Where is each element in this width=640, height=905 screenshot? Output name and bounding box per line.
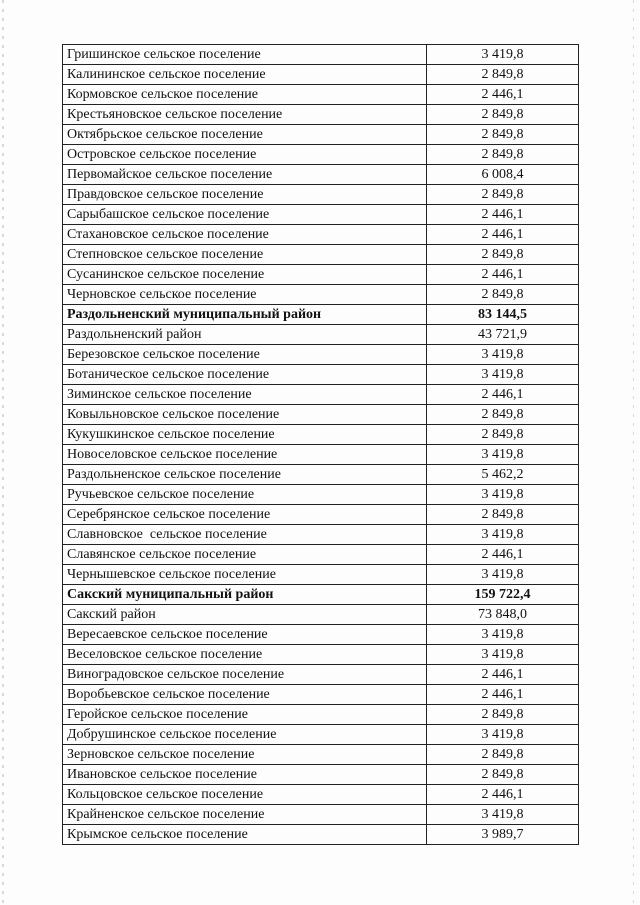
row-value-cell: 3 419,8 <box>427 345 579 365</box>
row-value-cell: 3 419,8 <box>427 45 579 65</box>
row-name-cell: Воробьевское сельское поселение <box>63 685 427 705</box>
table-row <box>63 245 579 265</box>
row-value-cell: 2 446,1 <box>427 205 579 225</box>
row-name-cell: Кукушкинское сельское поселение <box>63 425 427 445</box>
row-name-cell: Славновское сельское поселение <box>63 525 427 545</box>
table-row <box>63 665 579 685</box>
table-row <box>63 325 579 345</box>
row-name-cell: Раздольненское сельское поселение <box>63 465 427 485</box>
row-value-cell: 2 446,1 <box>427 85 579 105</box>
row-value-cell: 43 721,9 <box>427 325 579 345</box>
table-row <box>63 205 579 225</box>
row-name-cell: Первомайское сельское поселение <box>63 165 427 185</box>
row-value-cell: 2 849,8 <box>427 65 579 85</box>
row-name-cell: Виноградовское сельское поселение <box>63 665 427 685</box>
table-row <box>63 225 579 245</box>
row-value-cell: 5 462,2 <box>427 465 579 485</box>
table-row-district-total <box>63 585 579 605</box>
table-row <box>63 445 579 465</box>
row-name-cell: Крайненское сельское поселение <box>63 805 427 825</box>
table-row <box>63 785 579 805</box>
table-row <box>63 605 579 625</box>
table-row <box>63 365 579 385</box>
row-name-cell: Чернышевское сельское поселение <box>63 565 427 585</box>
row-name-cell: Зерновское сельское поселение <box>63 745 427 765</box>
row-name-cell: Березовское сельское поселение <box>63 345 427 365</box>
table-row-district-total <box>63 305 579 325</box>
table-row <box>63 685 579 705</box>
row-name-cell: Сусанинское сельское поселение <box>63 265 427 285</box>
table-row <box>63 745 579 765</box>
row-value-cell: 2 849,8 <box>427 505 579 525</box>
table-row <box>63 265 579 285</box>
row-value-cell: 3 419,8 <box>427 525 579 545</box>
row-value-cell: 2 849,8 <box>427 705 579 725</box>
table-row <box>63 725 579 745</box>
row-name-cell: Октябрьское сельское поселение <box>63 125 427 145</box>
row-name-cell: Сакский муниципальный район <box>63 585 427 605</box>
row-name-cell: Раздольненский муниципальный район <box>63 305 427 325</box>
table-row <box>63 705 579 725</box>
table-row <box>63 185 579 205</box>
row-name-cell: Веселовское сельское поселение <box>63 645 427 665</box>
row-value-cell: 2 446,1 <box>427 385 579 405</box>
row-value-cell: 3 419,8 <box>427 485 579 505</box>
table-row <box>63 105 579 125</box>
row-name-cell: Ботаническое сельское поселение <box>63 365 427 385</box>
row-name-cell: Сарыбашское сельское поселение <box>63 205 427 225</box>
table-row <box>63 405 579 425</box>
row-value-cell: 3 419,8 <box>427 805 579 825</box>
table-row <box>63 765 579 785</box>
row-value-cell: 3 419,8 <box>427 725 579 745</box>
row-name-cell: Геройское сельское поселение <box>63 705 427 725</box>
row-value-cell: 3 419,8 <box>427 365 579 385</box>
table-row <box>63 85 579 105</box>
row-value-cell: 2 849,8 <box>427 125 579 145</box>
table-row <box>63 285 579 305</box>
row-value-cell: 2 446,1 <box>427 785 579 805</box>
table-row <box>63 45 579 65</box>
table-row <box>63 565 579 585</box>
table-row <box>63 425 579 445</box>
allocation-table-body <box>63 45 579 845</box>
row-value-cell: 2 849,8 <box>427 245 579 265</box>
table-row <box>63 165 579 185</box>
row-name-cell: Славянское сельское поселение <box>63 545 427 565</box>
row-value-cell: 3 419,8 <box>427 565 579 585</box>
row-value-cell: 2 849,8 <box>427 185 579 205</box>
row-name-cell: Ручьевское сельское поселение <box>63 485 427 505</box>
table-row <box>63 805 579 825</box>
row-value-cell: 2 849,8 <box>427 765 579 785</box>
row-name-cell: Сакский район <box>63 605 427 625</box>
row-name-cell: Гришинское сельское поселение <box>63 45 427 65</box>
table-row <box>63 65 579 85</box>
row-value-cell: 6 008,4 <box>427 165 579 185</box>
row-name-cell: Крестьяновское сельское поселение <box>63 105 427 125</box>
row-value-cell: 2 849,8 <box>427 745 579 765</box>
row-name-cell: Раздольненский район <box>63 325 427 345</box>
row-name-cell: Степновское сельское поселение <box>63 245 427 265</box>
table-row <box>63 145 579 165</box>
row-name-cell: Островское сельское поселение <box>63 145 427 165</box>
row-name-cell: Ивановское сельское поселение <box>63 765 427 785</box>
row-name-cell: Правдовское сельское поселение <box>63 185 427 205</box>
row-name-cell: Ковыльновское сельское поселение <box>63 405 427 425</box>
row-name-cell: Калининское сельское поселение <box>63 65 427 85</box>
row-value-cell: 2 849,8 <box>427 425 579 445</box>
row-value-cell: 3 989,7 <box>427 825 579 845</box>
row-value-cell: 3 419,8 <box>427 645 579 665</box>
table-row <box>63 545 579 565</box>
row-value-cell: 2 446,1 <box>427 665 579 685</box>
table-row <box>63 825 579 845</box>
table-row <box>63 465 579 485</box>
row-name-cell: Крымское сельское поселение <box>63 825 427 845</box>
table-row <box>63 525 579 545</box>
row-value-cell: 2 446,1 <box>427 685 579 705</box>
row-name-cell: Серебрянское сельское поселение <box>63 505 427 525</box>
row-value-cell: 159 722,4 <box>427 585 579 605</box>
row-name-cell: Стахановское сельское поселение <box>63 225 427 245</box>
row-value-cell: 2 446,1 <box>427 265 579 285</box>
row-value-cell: 3 419,8 <box>427 625 579 645</box>
table-row <box>63 505 579 525</box>
row-name-cell: Кормовское сельское поселение <box>63 85 427 105</box>
row-name-cell: Вересаевское сельское поселение <box>63 625 427 645</box>
table-row <box>63 125 579 145</box>
row-name-cell: Новоселовское сельское поселение <box>63 445 427 465</box>
row-value-cell: 83 144,5 <box>427 305 579 325</box>
row-value-cell: 2 849,8 <box>427 145 579 165</box>
table-row <box>63 345 579 365</box>
row-name-cell: Черновское сельское поселение <box>63 285 427 305</box>
table-row <box>63 645 579 665</box>
table-row <box>63 625 579 645</box>
row-value-cell: 2 849,8 <box>427 105 579 125</box>
row-value-cell: 73 848,0 <box>427 605 579 625</box>
row-value-cell: 2 849,8 <box>427 405 579 425</box>
scan-edge-left <box>2 0 4 905</box>
row-name-cell: Зиминское сельское поселение <box>63 385 427 405</box>
table-row <box>63 485 579 505</box>
row-name-cell: Кольцовское сельское поселение <box>63 785 427 805</box>
row-value-cell: 3 419,8 <box>427 445 579 465</box>
row-value-cell: 2 446,1 <box>427 225 579 245</box>
allocation-table <box>62 44 579 845</box>
table-row <box>63 385 579 405</box>
row-name-cell: Добрушинское сельское поселение <box>63 725 427 745</box>
row-value-cell: 2 849,8 <box>427 285 579 305</box>
scan-edge-right <box>633 0 634 905</box>
row-value-cell: 2 446,1 <box>427 545 579 565</box>
